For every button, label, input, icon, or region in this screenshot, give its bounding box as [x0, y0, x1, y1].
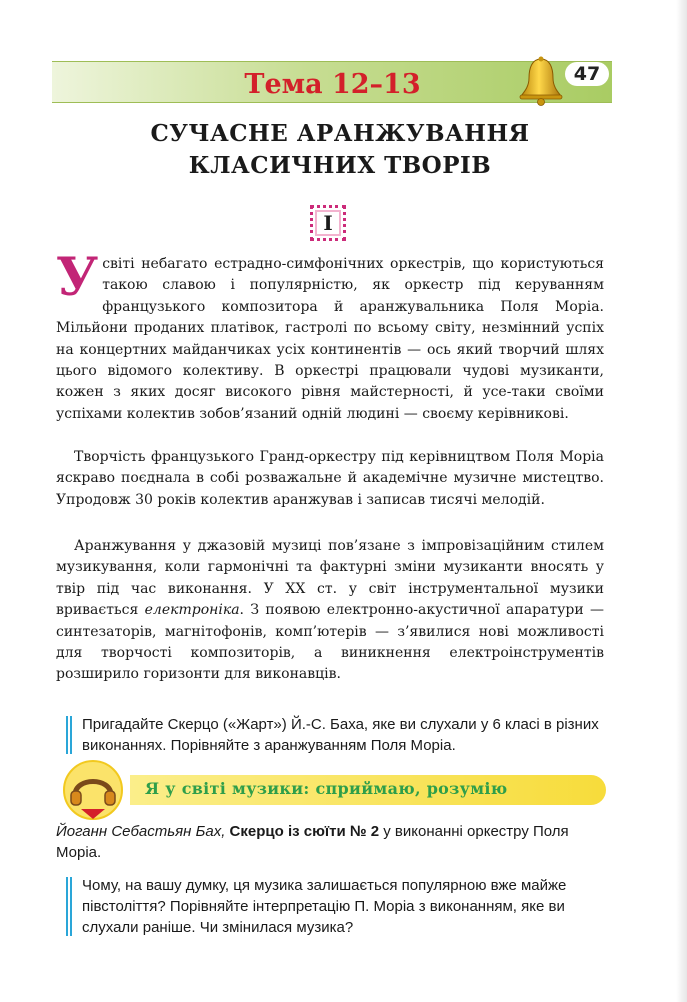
paragraph-2: Творчість французького Гранд-оркестру під керівництвом Поля Моріа яскраво поєднала в собі розважальне й академічне музичне мистецтво. Упродовж 30 років колектив аранжував і записав тисячі мелодій.	[56, 449, 604, 508]
composer-name: Йоганн Себастьян Бах,	[56, 823, 226, 840]
page-edge-shadow	[676, 0, 687, 1002]
term-electronics: електроніка	[144, 602, 240, 619]
task-2	[66, 875, 611, 938]
bell-icon	[518, 56, 564, 106]
section-marker: I	[310, 205, 346, 241]
task-2-text: Чому, на вашу думку, ця музика залишається популярною вже майже півстоліття? Порівняйте інтерпретацію П. Моріа з виконанням, яке ви слухали раніше. Чи змінилася музика?	[82, 877, 567, 936]
lesson-title: СУЧАСНЕ АРАНЖУВАННЯ КЛАСИЧНИХ ТВОРІВ	[150, 120, 530, 179]
task-1	[66, 714, 611, 756]
task-marker-bar	[66, 877, 72, 936]
paragraph-3-end: . З появою електронно-акустичної апаратури — синтезаторів, магнітофонів, комп’ютерів — з’явилися нові можливості для творчості композиторів, а виникнення електроінструментів розширило горизонти для виконавців.	[56, 602, 604, 683]
paragraph-1-text: світі небагато естрадно-симфонічних оркестрів, що користуються такою славою і популярністю, як оркестр під керуванням французького композитора й аранжувальника Поля Моріа. Мільйони проданих платівок, гастролі по всьому світу, незмінний успіх на концертних майданчиках усіх континентів — ось який творчий шлях цього відомого колективу. В оркестрі працювали чудові музиканти, кожен з яких досяг високого рівня майстерності, й усе-таки своїми успіхами колектив зобов’язаний одній людині — своєму керівникові.	[56, 256, 604, 422]
work-title: Скерцо із сюїти № 2	[229, 823, 380, 840]
drop-cap: У	[56, 247, 99, 308]
headphones-icon	[62, 759, 124, 821]
topic-title: Тема 12–13	[244, 69, 421, 100]
performance-info: у виконанні оркестру Поля Моріа.	[56, 823, 569, 861]
page-number: 47	[565, 62, 609, 86]
listening-item	[56, 821, 611, 863]
paragraph-3-start: Аранжування у джазовій музиці пов’язане з імпровізаційним стилем музикування, коли гармонічні та фактурні зміни музиканти вносять у твір під час виконання. У XX ст. у світ інструментальної музики вривається	[56, 538, 604, 619]
listening-heading: Я у світі музики: сприймаю, розумію	[145, 779, 508, 798]
paragraph-1	[56, 247, 604, 425]
task-marker-bar	[66, 716, 72, 754]
paragraph-3	[56, 536, 604, 686]
task-1-text: Пригадайте Скерцо («Жарт») Й.-С. Баха, яке ви слухали у 6 класі в різних виконаннях. Порівняйте з аранжуванням Поля Моріа.	[82, 716, 599, 754]
